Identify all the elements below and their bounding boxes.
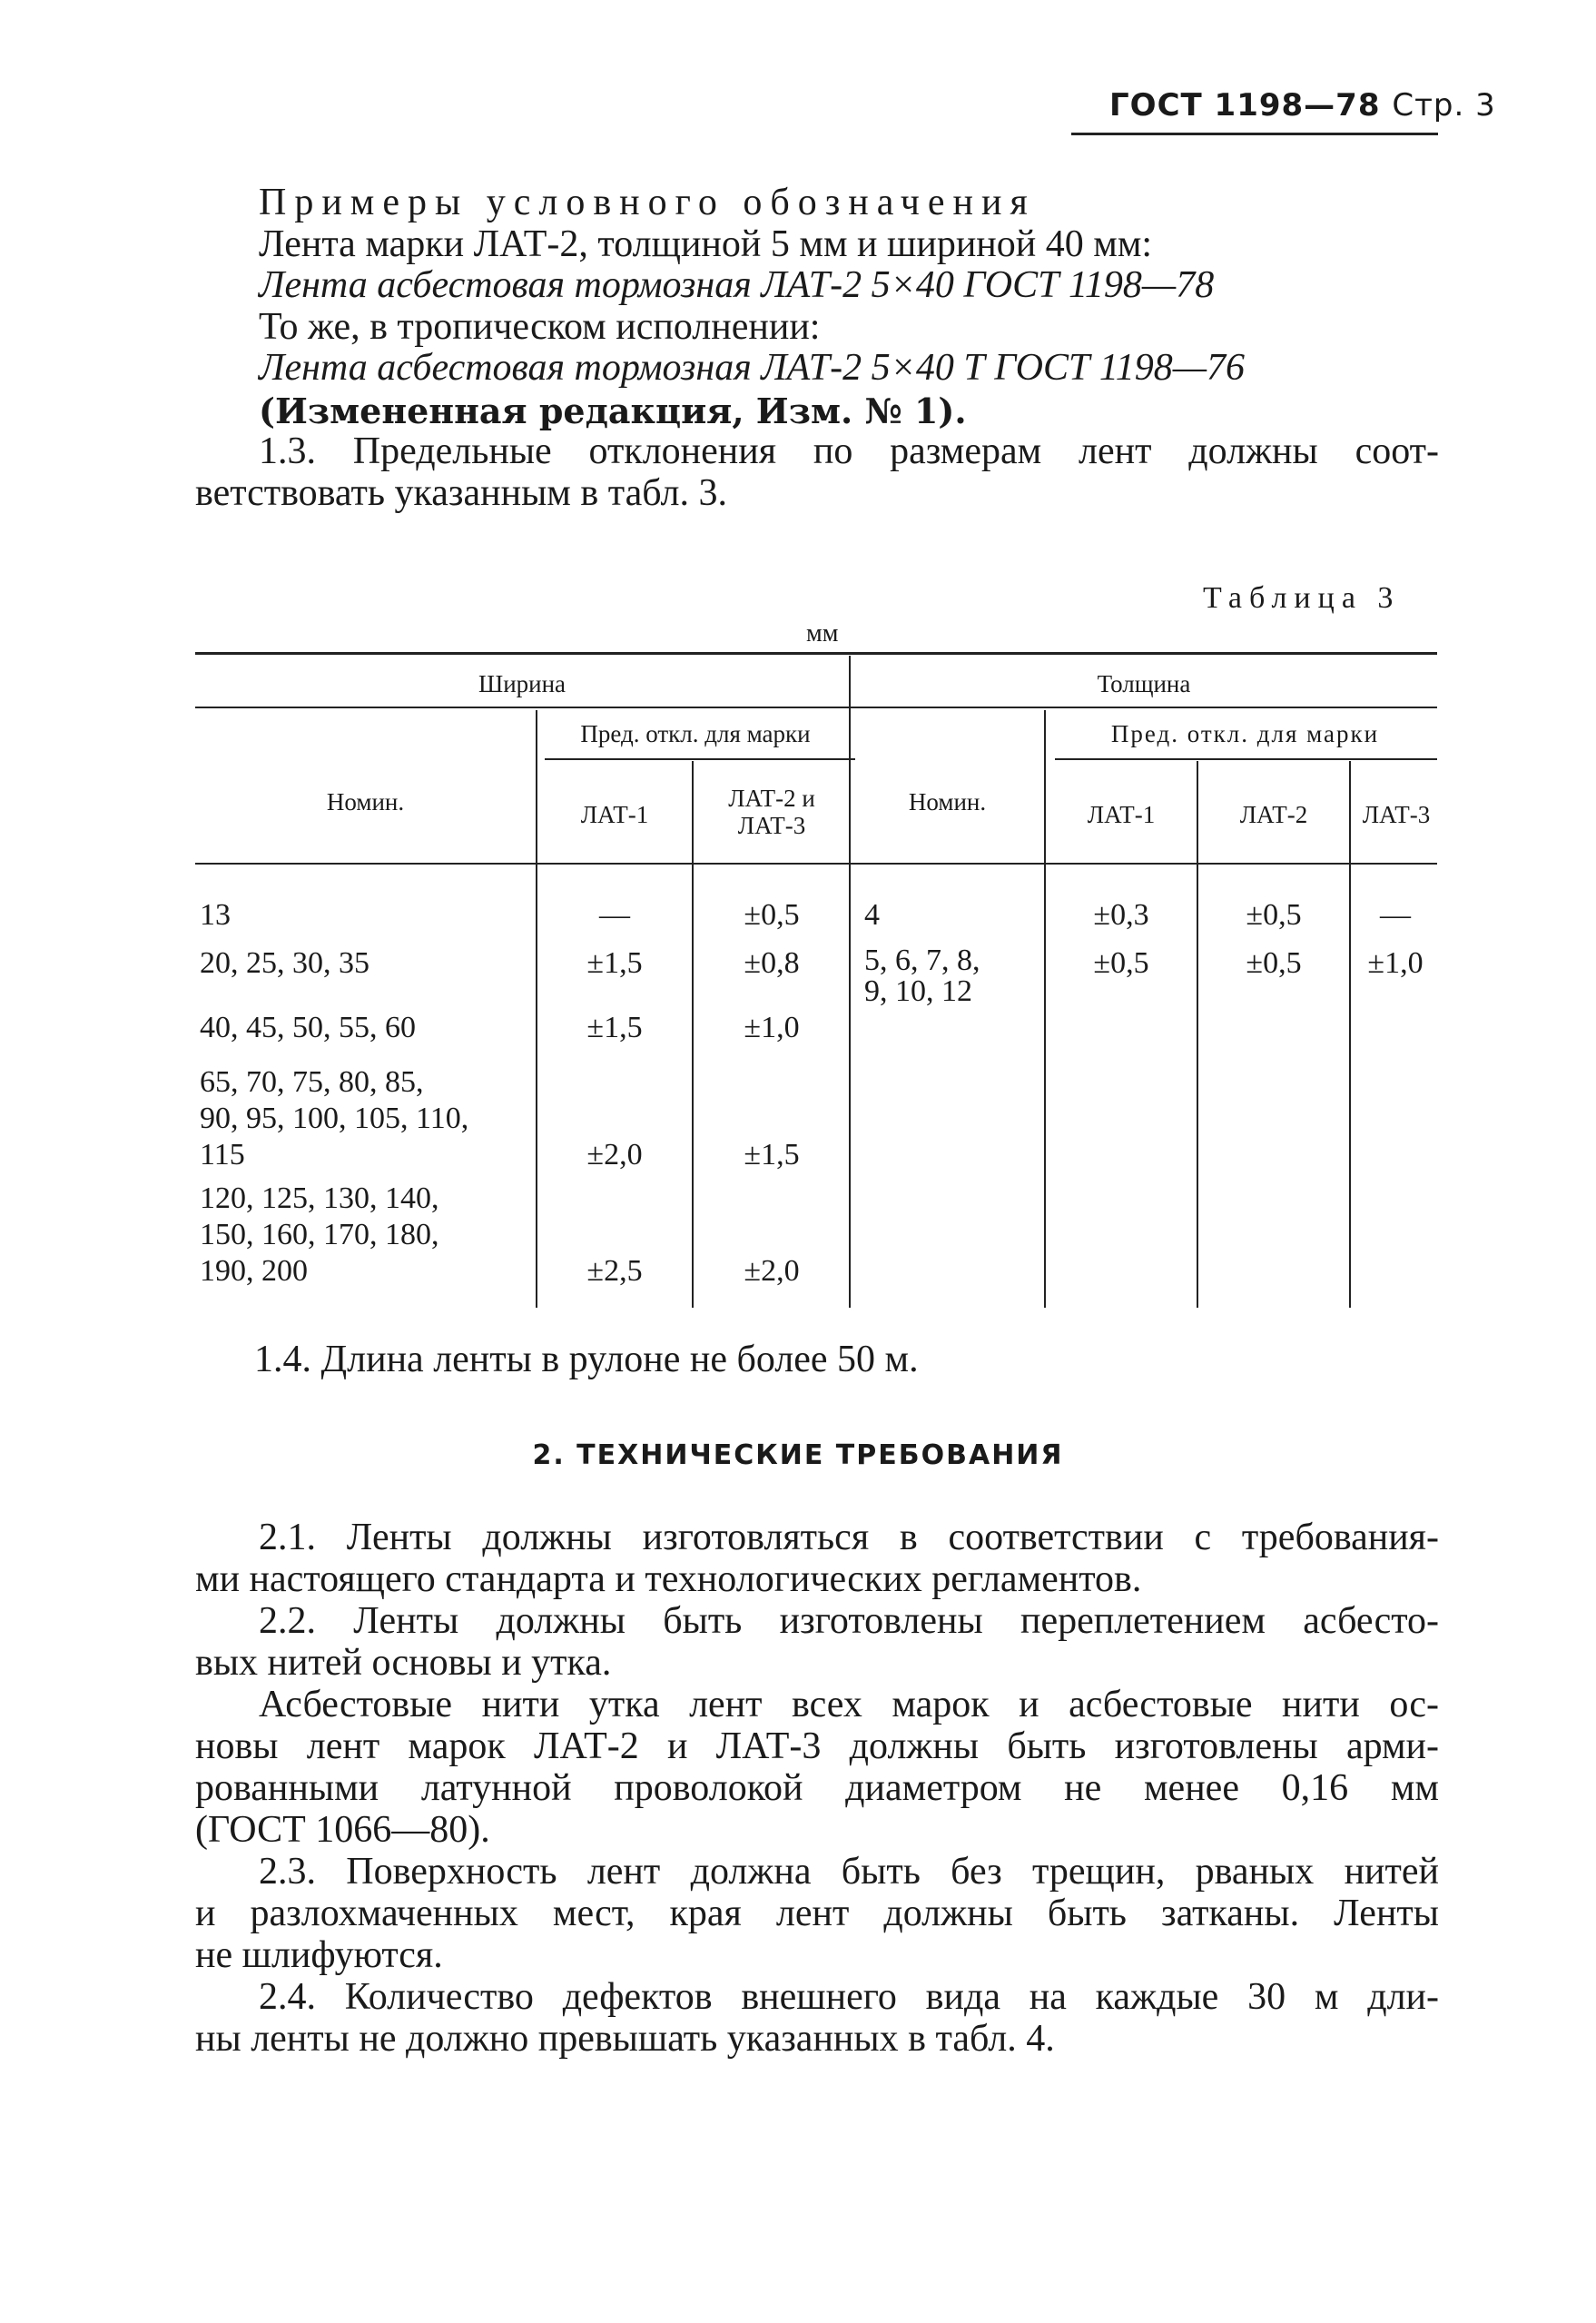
header-rule [1071, 133, 1438, 135]
header-t-lat1: ЛАТ-1 [1087, 801, 1156, 828]
header-w-lat23: ЛАТ-2 и ЛАТ-3 [728, 785, 815, 839]
paragraph-2-4-cont: ны ленты не должно превышать указанных в табл. 4. [195, 2018, 1055, 2060]
table-rule [1055, 758, 1437, 760]
example-line: Лента марки ЛАТ-2, толщиной 5 мм и шириной 40 мм: [259, 223, 1153, 265]
paragraph-2-3-cont: и разлохмаченных мест, края лент должны быть затканы. Ленты [195, 1893, 1439, 1934]
cell-nominal-width: 20, 25, 30, 35 [200, 946, 369, 980]
table-caption: Таблица 3 [1203, 581, 1401, 615]
header-w-lat1: ЛАТ-1 [580, 801, 649, 828]
cell-w-lat1: — [599, 898, 630, 932]
table-rule [545, 758, 855, 760]
table-header-bottom-rule [195, 863, 1437, 865]
cell-nominal-width: 120, 125, 130, 140, 150, 160, 170, 180, 190, 200 [200, 1181, 439, 1288]
paragraph-2-2-b: Асбестовые нити утка лент всех марок и асбестовые нити ос- [259, 1684, 1439, 1725]
cell-w-lat23: ±0,8 [744, 946, 800, 980]
header-dev-thickness: Пред. откл. для марки [1110, 720, 1380, 747]
cell-nominal-width: 65, 70, 75, 80, 85, 90, 95, 100, 105, 110, 115 [200, 1065, 469, 1171]
cell-w-lat1: ±2,0 [586, 1138, 643, 1171]
doc-number: ГОСТ 1198—78 [1109, 87, 1381, 124]
paragraph-1-3: 1.3. Предельные отклонения по размерам лент должны соот- [259, 430, 1439, 472]
cell-nominal-thickness: 4 [864, 898, 880, 932]
header-width: Ширина [478, 670, 566, 697]
table-divider [536, 710, 537, 1308]
cell-t-lat2: ±0,5 [1246, 898, 1302, 932]
paragraph-2-2: 2.2. Ленты должны быть изготовлены переплетением асбесто- [259, 1600, 1439, 1642]
paragraph-2-3-cont: не шлифуются. [195, 1934, 443, 1976]
section-heading: 2. ТЕХНИЧЕСКИЕ ТРЕБОВАНИЯ [532, 1439, 1064, 1471]
cell-nominal-width: 40, 45, 50, 55, 60 [200, 1011, 416, 1044]
paragraph-1-4: 1.4. Длина ленты в рулоне не более 50 м. [254, 1339, 919, 1380]
example-designation-tropical: Лента асбестовая тормозная ЛАТ-2 5×40 Т ГОСТ 1198—76 [259, 347, 1246, 389]
cell-w-lat23: ±2,0 [744, 1254, 800, 1288]
table-divider [1197, 761, 1198, 1308]
cell-t-lat2: ±0,5 [1246, 946, 1302, 980]
example-designation: Лента асбестовая тормозная ЛАТ-2 5×40 ГОСТ 1198—78 [259, 264, 1215, 306]
paragraph-2-2-b-cont: рованными латунной проволокой диаметром не менее 0,16 мм [195, 1767, 1439, 1809]
cell-w-lat23: ±1,5 [744, 1138, 800, 1171]
paragraph-1-3-cont: ветствовать указанным в табл. 3. [195, 472, 727, 514]
cell-w-lat1: ±1,5 [586, 1011, 643, 1044]
table-divider [849, 656, 851, 1308]
table-top-rule [195, 652, 1437, 655]
example-line: То же, в тропическом исполнении: [259, 306, 821, 348]
paragraph-2-1-cont: ми настоящего стандарта и технологических регламентов. [195, 1558, 1142, 1600]
header-thickness: Толщина [1097, 670, 1191, 697]
running-header [1109, 87, 1496, 124]
paragraph-2-1: 2.1. Ленты должны изготовляться в соответствии с требования- [259, 1517, 1439, 1558]
table-divider [1349, 761, 1351, 1308]
cell-t-lat1: ±0,5 [1093, 946, 1149, 980]
cell-t-lat1: ±0,3 [1093, 898, 1149, 932]
amendment-note: (Измененная редакция, Изм. № 1). [259, 390, 967, 431]
header-nominal-thickness: Номин. [908, 788, 987, 816]
header-dev-width: Пред. откл. для марки [580, 720, 811, 747]
cell-w-lat23: ±0,5 [744, 898, 800, 932]
cell-nominal-width: 13 [200, 898, 231, 932]
paragraph-2-3: 2.3. Поверхность лент должна быть без трещин, рваных нитей [259, 1851, 1439, 1893]
cell-w-lat23: ±1,0 [744, 1011, 800, 1044]
header-t-lat2: ЛАТ-2 [1239, 801, 1308, 828]
cell-w-lat1: ±2,5 [586, 1254, 643, 1288]
cell-w-lat1: ±1,5 [586, 946, 643, 980]
examples-heading: Примеры условного обозначения [259, 182, 1036, 223]
paragraph-2-2-cont: вых нитей основы и утка. [195, 1642, 612, 1684]
cell-t-lat3: — [1380, 898, 1411, 932]
paragraph-2-4: 2.4. Количество дефектов внешнего вида на каждые 30 м дли- [259, 1976, 1439, 2018]
table-rule [195, 707, 1437, 708]
header-t-lat3: ЛАТ-3 [1362, 801, 1431, 828]
table-unit: мм [806, 619, 839, 647]
table-divider [1044, 710, 1046, 1308]
paragraph-2-2-b-cont: (ГОСТ 1066—80). [195, 1809, 490, 1851]
cell-t-lat3: ±1,0 [1367, 946, 1424, 980]
cell-nominal-thickness: 5, 6, 7, 8, 9, 10, 12 [864, 944, 980, 1008]
page-number: Стр. 3 [1392, 87, 1496, 124]
paragraph-2-2-b-cont: новы лент марок ЛАТ-2 и ЛАТ-3 должны быть изготовлены арми- [195, 1725, 1439, 1767]
header-nominal-width: Номин. [326, 788, 405, 816]
